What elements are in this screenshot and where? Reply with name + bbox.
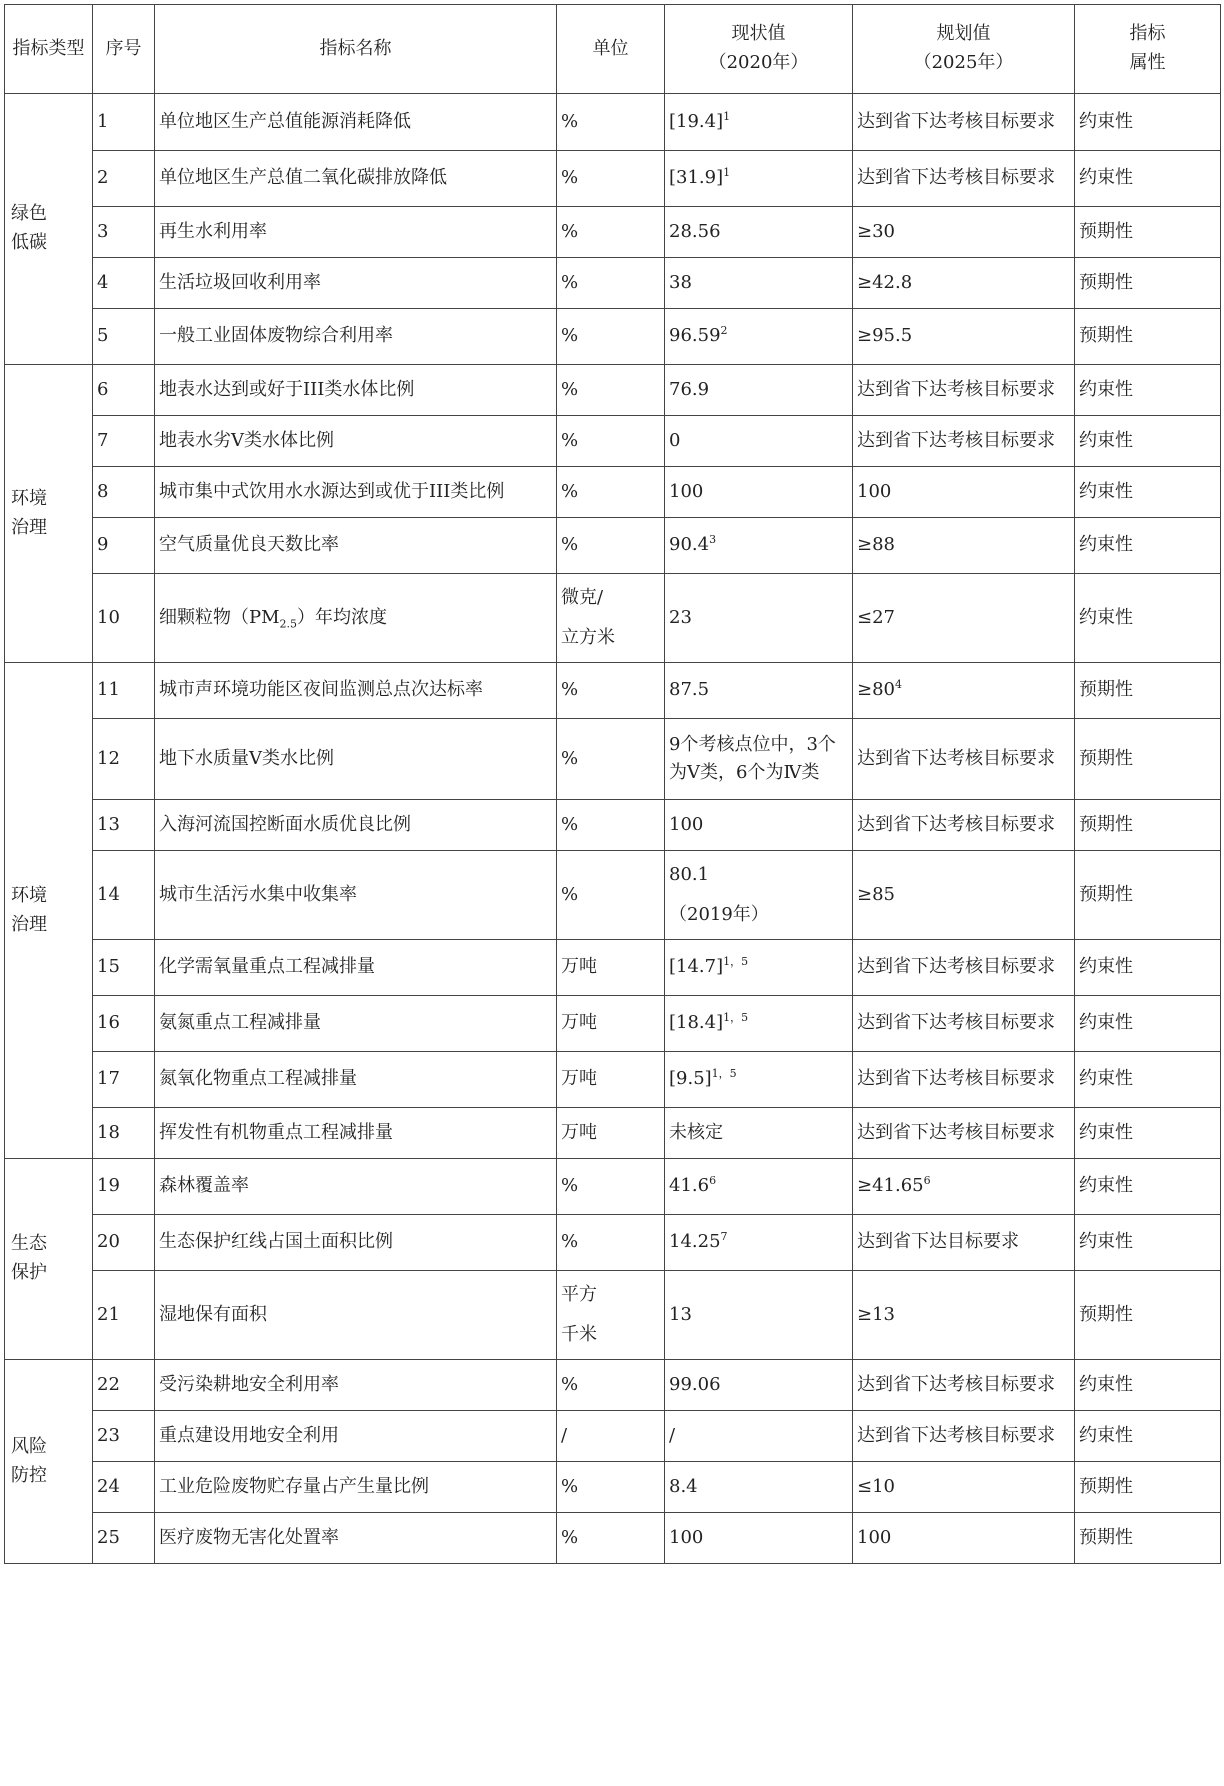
table-row: [5, 518, 1221, 574]
current-value-cell: [665, 258, 853, 309]
seq-cell: 15: [93, 940, 155, 996]
target-value-cell: [853, 1052, 1075, 1108]
seq-cell: 5: [93, 309, 155, 365]
header-seq: 序号: [93, 5, 155, 94]
target-value-cell: [853, 416, 1075, 467]
unit-line2: 千米: [561, 1324, 597, 1345]
target-value-cell: [853, 1411, 1075, 1462]
target-value-cell: [853, 518, 1075, 574]
table-row: [5, 207, 1221, 258]
attribute-cell: 预期性: [1075, 309, 1221, 365]
attribute-cell: 约束性: [1075, 1108, 1221, 1159]
header-current-label: 现状值: [731, 23, 786, 45]
unit-cell: %: [557, 94, 665, 151]
target-value-cell: [853, 1513, 1075, 1564]
header-current: [665, 5, 853, 94]
header-target-label: 规划值: [936, 23, 991, 45]
current-value-cell: [665, 416, 853, 467]
name-cell: 城市集中式饮用水水源达到或优于III类比例: [155, 467, 557, 518]
target-value: 达到省下达考核目标要求: [857, 1121, 1055, 1143]
current-value: [18.4]: [669, 1012, 724, 1034]
current-value-cell: [665, 518, 853, 574]
target-value: 达到省下达考核目标要求: [857, 1424, 1055, 1446]
current-value: 76.9: [669, 378, 710, 400]
current-value: 23: [669, 606, 692, 628]
target-value: 达到省下达考核目标要求: [857, 167, 1055, 189]
attribute-cell: 约束性: [1075, 518, 1221, 574]
unit-cell: 万吨: [557, 1108, 665, 1159]
unit-cell: %: [557, 800, 665, 851]
target-value-cell: [853, 151, 1075, 207]
current-line2: 为Ⅴ类，6个为Ⅳ类: [669, 762, 820, 783]
unit-cell: 万吨: [557, 1052, 665, 1108]
current-footnote: 7: [720, 1230, 728, 1244]
category-line2: 防控: [11, 1464, 47, 1486]
attribute-cell: 预期性: [1075, 800, 1221, 851]
category-line2: 治理: [11, 516, 47, 538]
attribute-cell: 约束性: [1075, 467, 1221, 518]
target-value-cell: [853, 851, 1075, 940]
unit-cell: %: [557, 258, 665, 309]
current-value-cell: [665, 996, 853, 1052]
seq-cell: 1: [93, 94, 155, 151]
unit-cell: %: [557, 851, 665, 940]
seq-cell: 16: [93, 996, 155, 1052]
target-value-cell: [853, 207, 1075, 258]
current-value: 13: [669, 1303, 692, 1325]
attribute-cell: 约束性: [1075, 416, 1221, 467]
current-value: 87.5: [669, 679, 710, 701]
attribute-cell: 预期性: [1075, 1271, 1221, 1360]
target-value: 达到省下达考核目标要求: [857, 1373, 1055, 1395]
name-cell: 地表水达到或好于III类水体比例: [155, 365, 557, 416]
unit-line1: 平方: [561, 1284, 597, 1305]
current-value: 100: [669, 480, 704, 502]
category-cell: [5, 94, 93, 365]
seq-cell: 17: [93, 1052, 155, 1108]
unit-cell: %: [557, 663, 665, 719]
seq-cell: 24: [93, 1462, 155, 1513]
current-value: 99.06: [669, 1373, 721, 1395]
current-line1: 9个考核点位中，3个: [669, 734, 836, 755]
unit-line1: 微克/: [561, 587, 604, 608]
table-row: [5, 365, 1221, 416]
unit-cell: %: [557, 518, 665, 574]
table-row: [5, 467, 1221, 518]
current-value: 100: [669, 1526, 704, 1548]
unit-cell: %: [557, 467, 665, 518]
target-value: ≤10: [857, 1475, 895, 1497]
category-line2: 低碳: [11, 232, 47, 253]
table-row: [5, 1052, 1221, 1108]
seq-cell: 20: [93, 1215, 155, 1271]
table-row: [5, 1108, 1221, 1159]
category-line1: 生态: [11, 1233, 47, 1255]
name-post: ）年均浓度: [297, 606, 388, 628]
current-footnote: 2: [720, 324, 728, 338]
current-line1: 80.1: [669, 864, 710, 885]
current-value-cell: [665, 663, 853, 719]
category-cell: [5, 1159, 93, 1360]
current-value-cell: [665, 1411, 853, 1462]
target-value-cell: [853, 1462, 1075, 1513]
seq-cell: 7: [93, 416, 155, 467]
current-value: 28.56: [669, 220, 721, 242]
header-attr-line2: 属性: [1129, 52, 1166, 73]
current-footnote: 1: [723, 166, 731, 180]
table-row: [5, 940, 1221, 996]
category-line2: 治理: [11, 913, 47, 935]
seq-cell: 22: [93, 1360, 155, 1411]
target-footnote: 4: [895, 678, 902, 692]
category-cell: [5, 663, 93, 1159]
attribute-cell: 约束性: [1075, 1159, 1221, 1215]
unit-cell: 万吨: [557, 940, 665, 996]
seq-cell: 8: [93, 467, 155, 518]
target-value-cell: [853, 940, 1075, 996]
target-value: ≥95.5: [857, 325, 913, 347]
current-value-cell: [665, 940, 853, 996]
header-attr: [1075, 5, 1221, 94]
category-line1: 环境: [11, 884, 47, 906]
attribute-cell: 预期性: [1075, 719, 1221, 800]
table-row: [5, 416, 1221, 467]
unit-cell: %: [557, 309, 665, 365]
attribute-cell: 预期性: [1075, 258, 1221, 309]
name-cell: 单位地区生产总值能源消耗降低: [155, 94, 557, 151]
seq-cell: 23: [93, 1411, 155, 1462]
attribute-cell: 约束性: [1075, 1411, 1221, 1462]
target-value: ≥88: [857, 534, 895, 556]
table-row: [5, 1159, 1221, 1215]
unit-cell: %: [557, 1513, 665, 1564]
target-value: 达到省下达考核目标要求: [857, 813, 1055, 835]
current-value: [14.7]: [669, 956, 724, 978]
current-value-cell: [665, 1360, 853, 1411]
target-value-cell: [853, 1215, 1075, 1271]
table-row: [5, 1271, 1221, 1360]
attribute-cell: 约束性: [1075, 1215, 1221, 1271]
name-cell: 一般工业固体废物综合利用率: [155, 309, 557, 365]
category-line1: 风险: [11, 1435, 47, 1457]
table-row: [5, 851, 1221, 940]
table-row: [5, 1513, 1221, 1564]
seq-cell: 21: [93, 1271, 155, 1360]
current-value-cell: [665, 1108, 853, 1159]
target-value: 达到省下达目标要求: [857, 1231, 1019, 1253]
current-value-cell: [665, 309, 853, 365]
header-target-year: （2025年）: [913, 52, 1014, 73]
current-value: 14.25: [669, 1231, 721, 1253]
current-value-cell: [665, 467, 853, 518]
current-value: /: [669, 1424, 676, 1446]
attribute-cell: 约束性: [1075, 94, 1221, 151]
name-cell: 单位地区生产总值二氧化碳排放降低: [155, 151, 557, 207]
header-name: 指标名称: [155, 5, 557, 94]
target-value-cell: [853, 1271, 1075, 1360]
current-value-cell: [665, 1215, 853, 1271]
unit-cell: %: [557, 1159, 665, 1215]
target-value: 100: [857, 1526, 892, 1548]
target-footnote: 6: [923, 1174, 931, 1188]
table-row: [5, 1360, 1221, 1411]
table-row: [5, 1215, 1221, 1271]
target-value: ≥30: [857, 220, 895, 242]
current-footnote: 1，5: [711, 1067, 737, 1081]
name-pre: 细颗粒物（PM: [159, 606, 280, 628]
unit-cell: %: [557, 365, 665, 416]
target-value: ≥41.65: [857, 1175, 924, 1197]
current-value-cell: [665, 151, 853, 207]
indicator-table-container: [4, 4, 1221, 1564]
current-value: 38: [669, 271, 692, 293]
current-value: [19.4]: [669, 110, 724, 132]
header-unit: 单位: [557, 5, 665, 94]
current-value-cell: [665, 94, 853, 151]
name-cell: 再生水利用率: [155, 207, 557, 258]
unit-cell: %: [557, 719, 665, 800]
seq-cell: 12: [93, 719, 155, 800]
category-line1: 环境: [11, 487, 47, 509]
target-value-cell: [853, 365, 1075, 416]
attribute-cell: 约束性: [1075, 1360, 1221, 1411]
unit-cell: %: [557, 151, 665, 207]
target-value-cell: [853, 309, 1075, 365]
target-value: ≥80: [857, 679, 895, 701]
attribute-cell: 预期性: [1075, 1513, 1221, 1564]
current-value: [31.9]: [669, 167, 724, 189]
current-value-cell: [665, 574, 853, 663]
target-value: 达到省下达考核目标要求: [857, 1068, 1055, 1090]
unit-cell: %: [557, 1215, 665, 1271]
seq-cell: 10: [93, 574, 155, 663]
table-row: [5, 309, 1221, 365]
current-value: 96.59: [669, 325, 721, 347]
name-cell: 城市生活污水集中收集率: [155, 851, 557, 940]
name-cell: 生态保护红线占国土面积比例: [155, 1215, 557, 1271]
target-value: ≤27: [857, 606, 895, 628]
current-value-cell: [665, 1271, 853, 1360]
current-value: 8.4: [669, 1475, 698, 1497]
name-cell: 森林覆盖率: [155, 1159, 557, 1215]
current-value: 41.6: [669, 1175, 710, 1197]
attribute-cell: 预期性: [1075, 207, 1221, 258]
seq-cell: 9: [93, 518, 155, 574]
target-value-cell: [853, 800, 1075, 851]
name-cell: 挥发性有机物重点工程减排量: [155, 1108, 557, 1159]
target-value-cell: [853, 663, 1075, 719]
seq-cell: 6: [93, 365, 155, 416]
seq-cell: 13: [93, 800, 155, 851]
header-current-year: （2020年）: [708, 52, 809, 73]
current-value: 未核定: [669, 1121, 723, 1143]
target-value-cell: [853, 1360, 1075, 1411]
target-value-cell: [853, 719, 1075, 800]
table-row: [5, 1411, 1221, 1462]
header-type: 指标类型: [5, 5, 93, 94]
attribute-cell: 预期性: [1075, 851, 1221, 940]
target-value-cell: [853, 467, 1075, 518]
target-value-cell: [853, 996, 1075, 1052]
current-value: 0: [669, 429, 681, 451]
table-row: [5, 996, 1221, 1052]
attribute-cell: 约束性: [1075, 996, 1221, 1052]
name-cell: 地下水质量Ⅴ类水比例: [155, 719, 557, 800]
table-row: [5, 719, 1221, 800]
table-row: [5, 574, 1221, 663]
target-value: 达到省下达考核目标要求: [857, 378, 1055, 400]
current-footnote: 3: [709, 533, 717, 547]
attribute-cell: 约束性: [1075, 151, 1221, 207]
current-footnote: 1: [723, 109, 731, 123]
attribute-cell: 约束性: [1075, 1052, 1221, 1108]
name-cell: 湿地保有面积: [155, 1271, 557, 1360]
seq-cell: 18: [93, 1108, 155, 1159]
category-line2: 保护: [11, 1262, 47, 1283]
current-value-cell: [665, 365, 853, 416]
target-value-cell: [853, 258, 1075, 309]
attribute-cell: 预期性: [1075, 1462, 1221, 1513]
current-line2: （2019年）: [669, 904, 769, 925]
target-value: ≥85: [857, 883, 895, 905]
name-cell: 生活垃圾回收利用率: [155, 258, 557, 309]
category-cell: [5, 1360, 93, 1564]
attribute-cell: 预期性: [1075, 663, 1221, 719]
name-cell: [155, 574, 557, 663]
table-row: [5, 94, 1221, 151]
attribute-cell: 约束性: [1075, 940, 1221, 996]
table-row: [5, 258, 1221, 309]
current-footnote: 1，5: [723, 1011, 749, 1025]
target-value-cell: [853, 94, 1075, 151]
target-value: 达到省下达考核目标要求: [857, 747, 1055, 769]
attribute-cell: 约束性: [1075, 365, 1221, 416]
target-value: ≥13: [857, 1303, 895, 1325]
table-row: [5, 663, 1221, 719]
current-value: 100: [669, 813, 704, 835]
name-cell: 受污染耕地安全利用率: [155, 1360, 557, 1411]
current-value: 90.4: [669, 534, 710, 556]
attribute-cell: 约束性: [1075, 574, 1221, 663]
target-value: 达到省下达考核目标要求: [857, 429, 1055, 451]
name-cell: 重点建设用地安全利用: [155, 1411, 557, 1462]
name-cell: 城市声环境功能区夜间监测总点次达标率: [155, 663, 557, 719]
unit-cell: /: [557, 1411, 665, 1462]
name-cell: 入海河流国控断面水质优良比例: [155, 800, 557, 851]
current-value-cell: [665, 1513, 853, 1564]
name-cell: 医疗废物无害化处置率: [155, 1513, 557, 1564]
seq-cell: 3: [93, 207, 155, 258]
name-cell: 工业危险废物贮存量占产生量比例: [155, 1462, 557, 1513]
target-value-cell: [853, 574, 1075, 663]
header-target: [853, 5, 1075, 94]
name-cell: 氮氧化物重点工程减排量: [155, 1052, 557, 1108]
header-row: [5, 5, 1221, 94]
indicator-table: [4, 4, 1221, 1564]
current-value-cell: [665, 719, 853, 800]
current-value-cell: [665, 1462, 853, 1513]
seq-cell: 2: [93, 151, 155, 207]
table-body: [5, 94, 1221, 1564]
header-attr-line1: 指标: [1129, 23, 1166, 45]
current-value-cell: [665, 1052, 853, 1108]
name-cell: 地表水劣Ⅴ类水体比例: [155, 416, 557, 467]
target-value: 达到省下达考核目标要求: [857, 956, 1055, 978]
current-value-cell: [665, 1159, 853, 1215]
current-value-cell: [665, 800, 853, 851]
unit-line2: 立方米: [561, 627, 615, 648]
table-row: [5, 800, 1221, 851]
name-cell: 氨氮重点工程减排量: [155, 996, 557, 1052]
category-line1: 绿色: [11, 203, 47, 225]
current-footnote: 6: [709, 1174, 717, 1188]
seq-cell: 14: [93, 851, 155, 940]
seq-cell: 19: [93, 1159, 155, 1215]
target-value-cell: [853, 1159, 1075, 1215]
current-value-cell: [665, 851, 853, 940]
name-cell: 空气质量优良天数比率: [155, 518, 557, 574]
target-value: 达到省下达考核目标要求: [857, 1012, 1055, 1034]
current-footnote: 1，5: [723, 955, 749, 969]
current-value: [9.5]: [669, 1068, 712, 1090]
unit-cell: %: [557, 207, 665, 258]
unit-cell: %: [557, 1360, 665, 1411]
unit-cell: %: [557, 416, 665, 467]
unit-cell: [557, 574, 665, 663]
table-row: [5, 151, 1221, 207]
seq-cell: 4: [93, 258, 155, 309]
unit-cell: 万吨: [557, 996, 665, 1052]
unit-cell: %: [557, 1462, 665, 1513]
target-value-cell: [853, 1108, 1075, 1159]
table-row: [5, 1462, 1221, 1513]
seq-cell: 11: [93, 663, 155, 719]
unit-cell: [557, 1271, 665, 1360]
seq-cell: 25: [93, 1513, 155, 1564]
target-value: 达到省下达考核目标要求: [857, 110, 1055, 132]
name-sub: 2.5: [279, 617, 298, 631]
current-value-cell: [665, 207, 853, 258]
name-cell: 化学需氧量重点工程减排量: [155, 940, 557, 996]
target-value: ≥42.8: [857, 271, 913, 293]
target-value: 100: [857, 480, 892, 502]
category-cell: [5, 365, 93, 663]
